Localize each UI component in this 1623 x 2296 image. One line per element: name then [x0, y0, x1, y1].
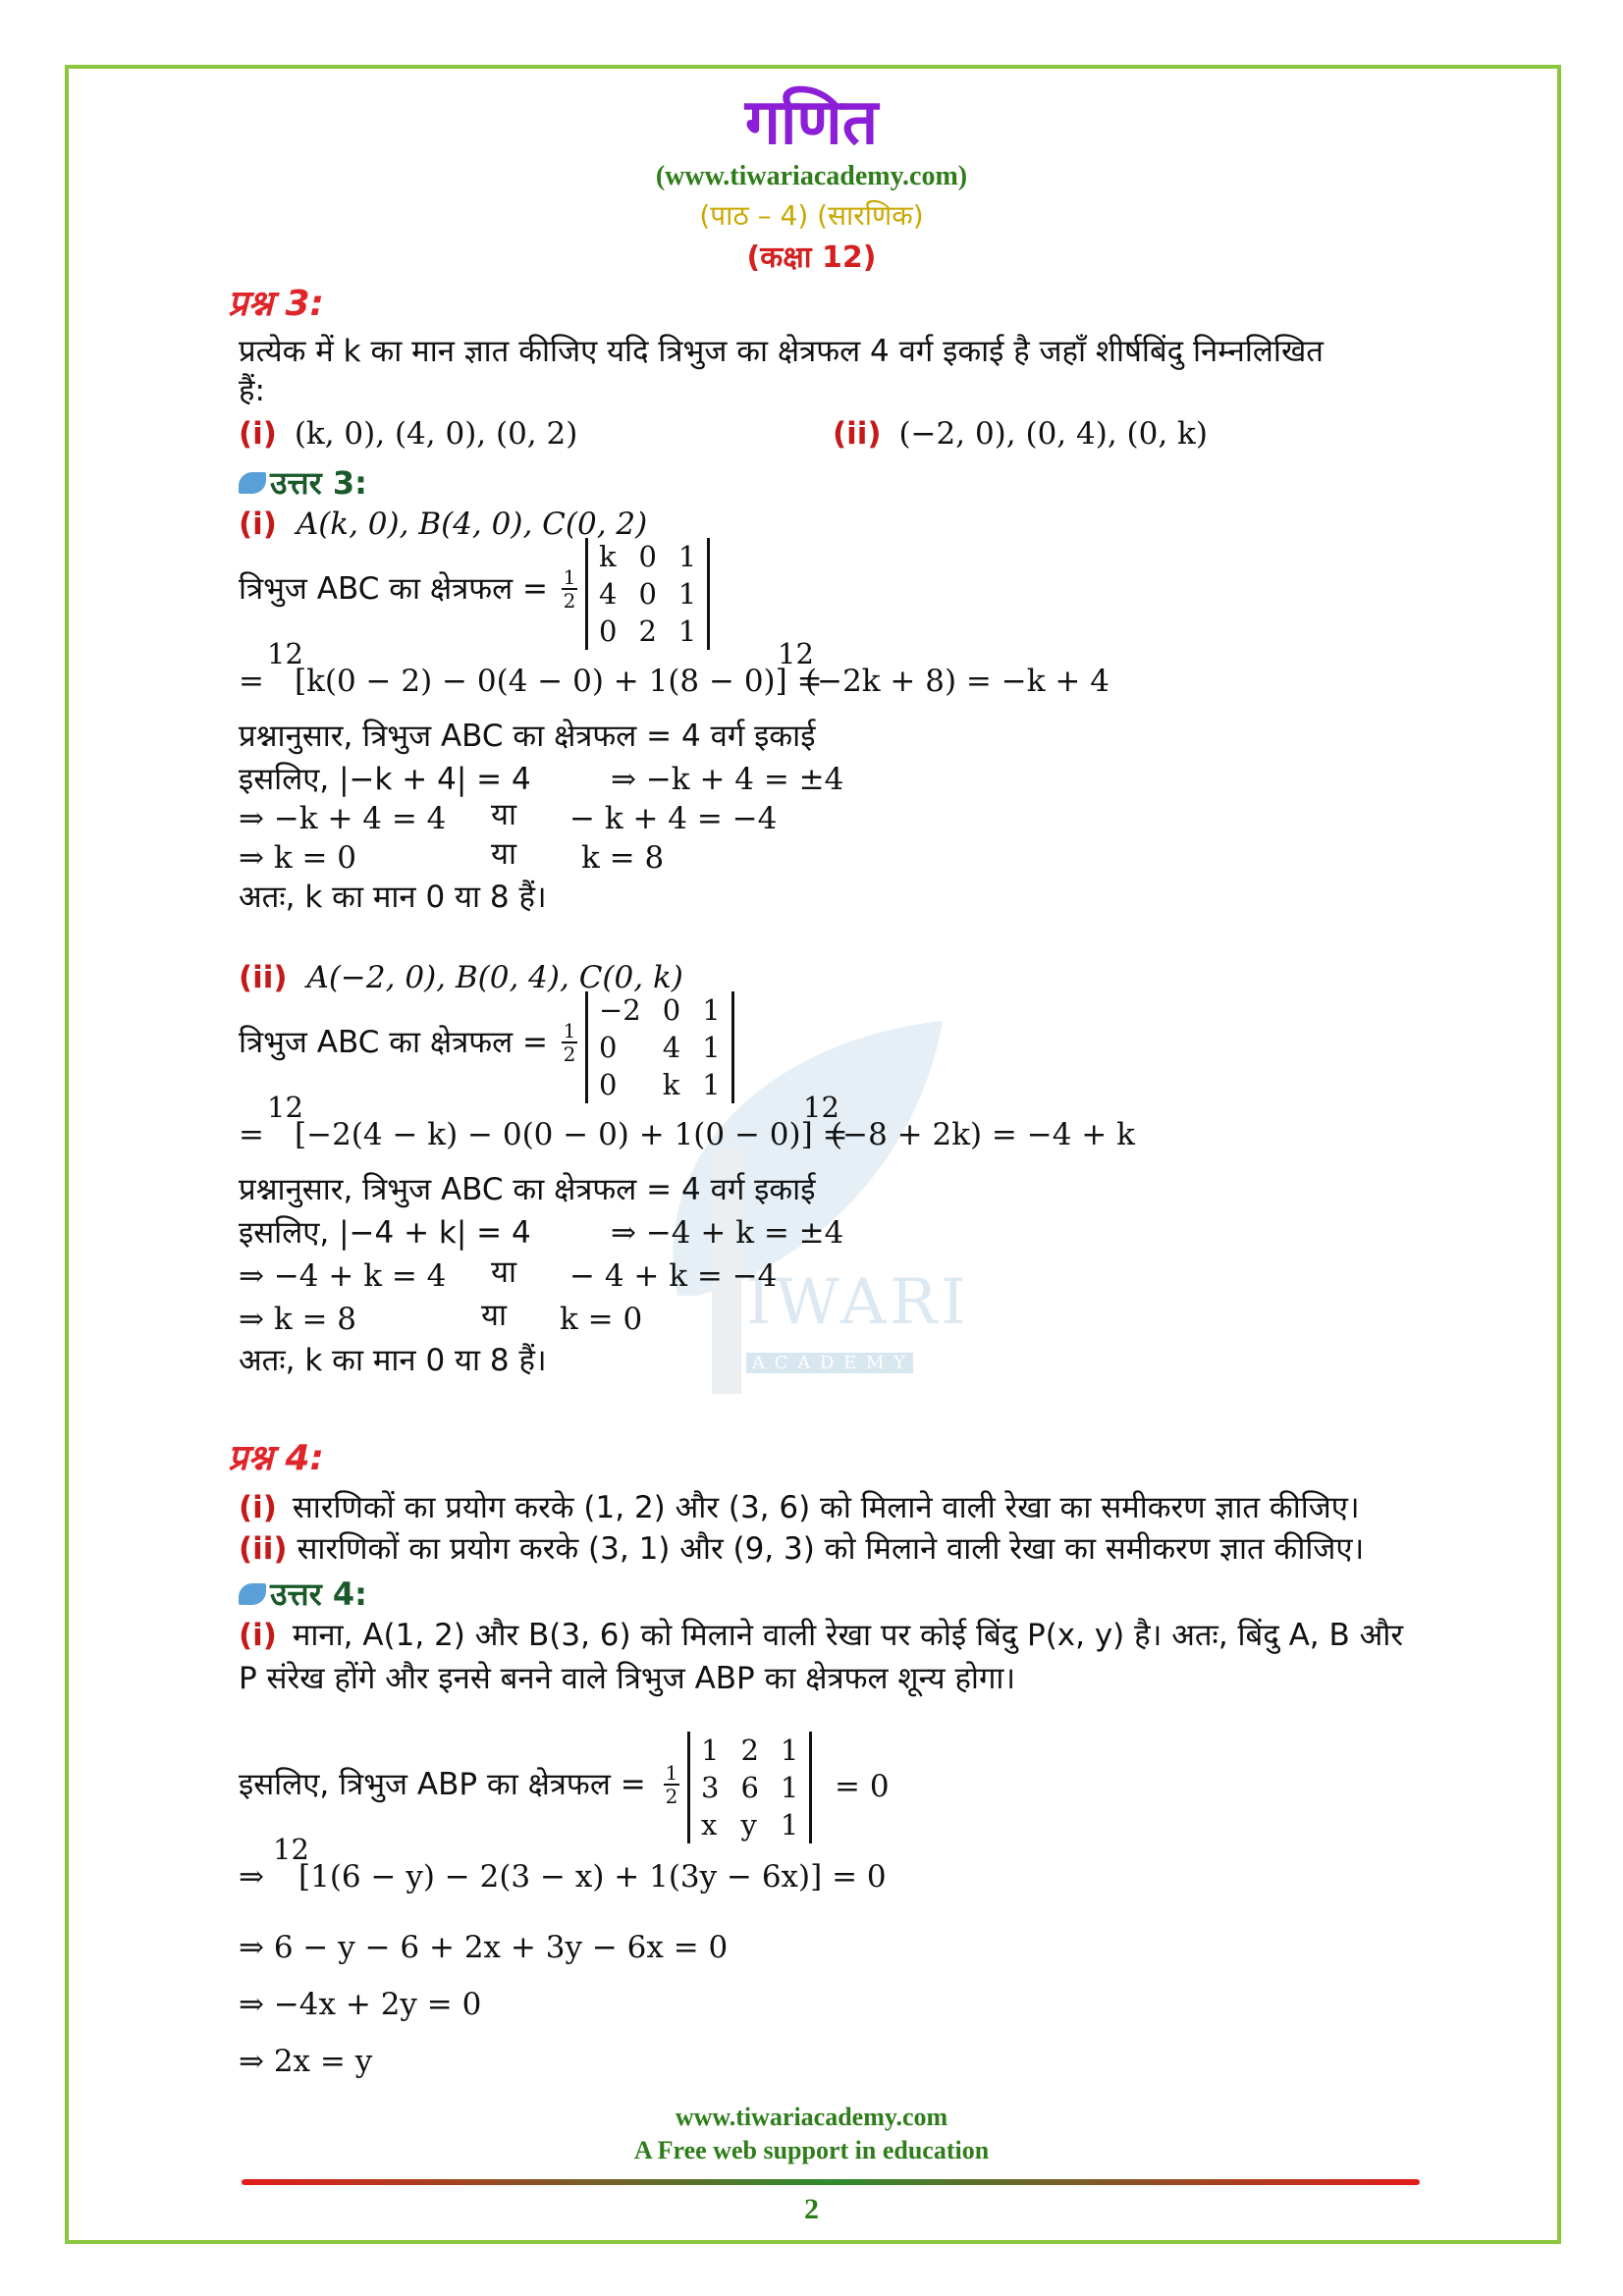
q4-part-i-label: (i) — [239, 1490, 277, 1525]
answer-3-ii-area-label: त्रिभुज ABC का क्षेत्रफल = — [239, 1025, 548, 1060]
answer-3-i-expansion-result: (−2k + 8) = −k + 4 — [805, 664, 1109, 699]
answer-3-ii-expansion: [−2(4 − k) − 0(0 − 0) + 1(0 − 0)] = — [295, 1117, 848, 1152]
watermark-subtext: A C A D E M Y — [746, 1353, 913, 1373]
tiwari-logo-icon — [239, 472, 266, 494]
question-4-part-i — [239, 1488, 1360, 1527]
question-4-heading: प्रश्न 4: — [228, 1438, 324, 1478]
question-3-text-line1: प्रत्येक में k का मान ज्ञात कीजिए यदि त्रिभुज का क्षेत्रफल 4 वर्ग इकाई है जहाँ शीर्षबिंदु निम्नलिखित — [239, 334, 1324, 369]
fraction-one-half: 12 — [267, 1091, 303, 1124]
answer-4-step2: ⇒ 6 − y − 6 + 2x + 3y − 6x = 0 — [239, 1930, 729, 1965]
fraction-one-half: 12 — [803, 1091, 839, 1124]
chapter-label: (पाठ – 4) (सारणिक) — [699, 199, 924, 232]
watermark-text: IWARI — [746, 1266, 970, 1339]
eq-sign: = — [239, 1117, 264, 1152]
answer-3-i-area-label: त्रिभुज ABC का क्षेत्रफल = — [239, 571, 548, 607]
answer-3-heading — [239, 463, 367, 503]
answer-3-i-line4b: या — [491, 836, 517, 872]
answer-3-i-line4a: ⇒ k = 0 — [239, 840, 357, 876]
q4-part-ii-label: (ii) — [239, 1531, 288, 1567]
question-3-heading: प्रश्न 3: — [228, 284, 324, 324]
answer-3-i-line3c: − k + 4 = −4 — [569, 801, 778, 836]
answer-3-i-line2a: इसलिए, |−k + 4| = 4 — [239, 762, 531, 797]
q4-part-i-text: सारणिकों का प्रयोग करके (1, 2) और (3, 6) को मिलाने वाली रेखा का समीकरण ज्ञात कीजिए। — [292, 1490, 1360, 1525]
determinant-3ii: −2 0 1 0 4 1 0 k 1 — [585, 991, 734, 1103]
fraction-one-half: 12 — [267, 637, 303, 670]
answer-4-heading — [239, 1575, 367, 1614]
footer-tagline: A Free web support in education — [633, 2136, 990, 2164]
part-ii-vertices: (−2, 0), (0, 4), (0, k) — [898, 416, 1208, 452]
answer-4-i-label: (i) — [239, 1618, 277, 1653]
q4-part-ii-text: सारणिकों का प्रयोग करके (3, 1) और (9, 3) को मिलाने वाली रेखा का समीकरण ज्ञात कीजिए। — [297, 1531, 1365, 1567]
answer-4-text-line2: P संरेख होंगे और इनसे बनने वाले त्रिभुज ABP का क्षेत्रफल शून्य होगा। — [239, 1661, 1016, 1696]
answer-4-label: उत्तर 4: — [270, 1575, 367, 1613]
answer-3-ii-line2b: ⇒ −4 + k = ±4 — [611, 1215, 844, 1251]
fraction-one-half: 1 2 — [563, 1019, 576, 1066]
part-i-vertices: (k, 0), (4, 0), (0, 2) — [294, 416, 578, 452]
tiwari-logo-icon — [239, 1583, 266, 1605]
fraction-one-half: 1 2 — [563, 565, 576, 613]
part-ii-label: (ii) — [833, 416, 882, 452]
answer-3-ii-line3c: − 4 + k = −4 — [569, 1258, 778, 1294]
question-4-part-ii — [239, 1529, 1364, 1569]
answer-3-ii-line4c: k = 0 — [560, 1302, 643, 1337]
question-3-text-line2: हैं: — [239, 373, 265, 408]
answer-3-ii-line4b: या — [481, 1298, 508, 1333]
answer-3-i-expansion: [k(0 − 2) − 0(4 − 0) + 1(8 − 0)] = — [295, 664, 823, 699]
answer-3-i-vertices: A(k, 0), B(4, 0), C(0, 2) — [296, 507, 648, 542]
answer-3-i-line1: प्रश्नानुसार, त्रिभुज ABC का क्षेत्रफल = 4 वर्ग इकाई — [239, 719, 816, 754]
answer-3-i-line3a: ⇒ −k + 4 = 4 — [239, 801, 447, 836]
answer-3-ii-line3b: या — [491, 1255, 517, 1290]
answer-4-equals-zero: = 0 — [835, 1769, 890, 1804]
footer-website[interactable]: www.tiwariacademy.com — [675, 2103, 948, 2131]
answer-4-step1: [1(6 − y) − 2(3 − x) + 1(3y − 6x)] = 0 — [298, 1859, 887, 1895]
footer-divider — [242, 2179, 1420, 2185]
answer-4-para-line1 — [239, 1616, 1403, 1655]
fraction-one-half: 1 2 — [665, 1761, 678, 1808]
part-i-label: (i) — [239, 416, 277, 452]
determinant-4i: 1 2 1 3 6 1 x y 1 — [687, 1732, 812, 1843]
header-website: (www.tiwariacademy.com) — [655, 161, 968, 191]
page-number: 2 — [804, 2193, 819, 2225]
answer-3-ii-expansion-result: (−8 + 2k) = −4 + k — [831, 1117, 1135, 1152]
answer-3-label: उत्तर 3: — [270, 464, 367, 502]
answer-4-area-label: इसलिए, त्रिभुज ABP का क्षेत्रफल = — [239, 1767, 646, 1802]
eq-sign: = — [239, 664, 264, 699]
answer-3-ii-line2a: इसलिए, |−4 + k| = 4 — [239, 1215, 531, 1251]
answer-3-i-conclusion: अतः, k का मान 0 या 8 हैं। — [239, 880, 547, 915]
answer-3-ii-line3a: ⇒ −4 + k = 4 — [239, 1258, 447, 1294]
answer-4-step3: ⇒ −4x + 2y = 0 — [239, 1987, 482, 2022]
answer-4-step4: ⇒ 2x = y — [239, 2044, 373, 2079]
question-3-part-ii — [833, 414, 1208, 454]
answer-3-ii-vertices: A(−2, 0), B(0, 4), C(0, k) — [306, 960, 683, 995]
answer-3-ii-conclusion: अतः, k का मान 0 या 8 हैं। — [239, 1343, 547, 1378]
answer-4-text-line1: माना, A(1, 2) और B(3, 6) को मिलाने वाली रेखा पर कोई बिंदु P(x, y) है। अतः, बिंदु A, B और — [292, 1618, 1403, 1653]
answer-3-ii-line4a: ⇒ k = 8 — [239, 1302, 357, 1337]
fraction-one-half: 12 — [778, 637, 814, 670]
implies-sign: ⇒ — [239, 1859, 264, 1895]
answer-3-ii-line1: प्रश्नानुसार, त्रिभुज ABC का क्षेत्रफल = 4 वर्ग इकाई — [239, 1172, 816, 1207]
page-title: गणित — [744, 86, 879, 159]
answer-3-i-line4c: k = 8 — [581, 840, 665, 876]
answer-3-i-line3b: या — [491, 797, 517, 832]
answer-3-i-label: (i) — [239, 507, 277, 542]
fraction-one-half: 12 — [273, 1833, 309, 1866]
determinant-3i: k 0 1 4 0 1 0 2 1 — [585, 538, 710, 650]
class-label: (कक्षा 12) — [746, 240, 877, 275]
question-3-part-i — [239, 414, 577, 454]
answer-3-ii-label: (ii) — [239, 960, 288, 995]
answer-3-i-line2b: ⇒ −k + 4 = ±4 — [611, 762, 844, 797]
